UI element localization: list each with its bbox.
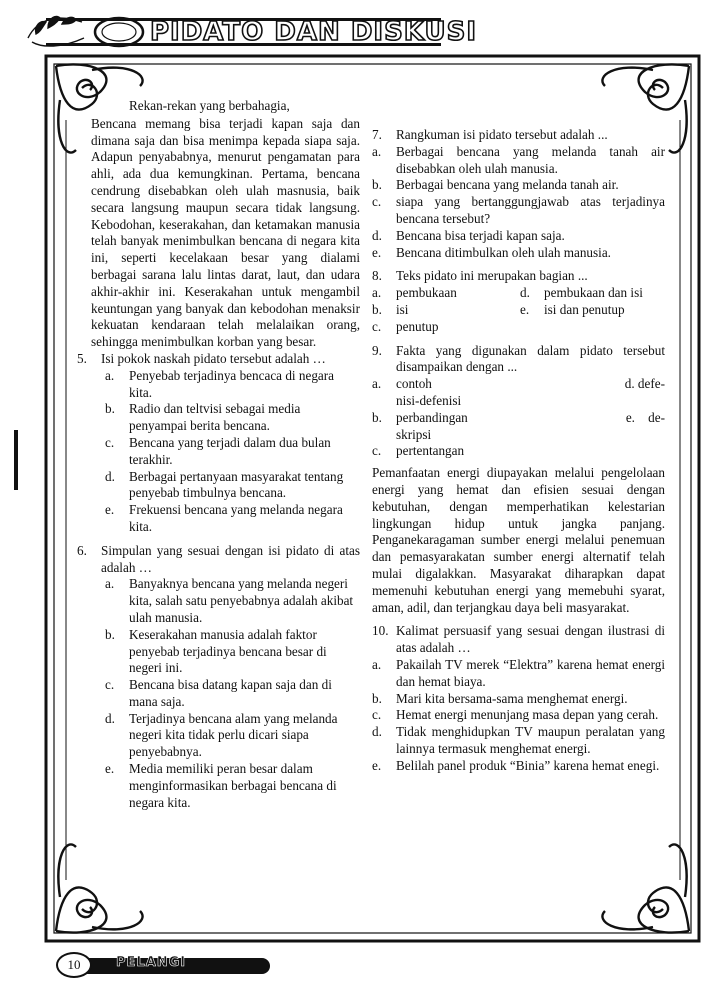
option-letter: d. (105, 710, 115, 726)
option-9d-head (625, 376, 665, 393)
option-8b (372, 302, 520, 319)
option-letter: c. (372, 318, 382, 334)
option-8a (372, 285, 520, 302)
energy-paragraph: Pemanfaatan energi diupayakan melalui pengelolaan energi yang hemat dan efisien sesuai dengan kebutuhan, dengan memperhatikan kelestarian lingkungan hidup untuk jangka panjang. Penganekaragaman sumber energi melalui penemuan dan pemasyarakatan sumber energi alternatif telah mulai digalakkan. Masyarakat diharapkan dapat memenuhi kebutuhan energi yang memebuhi syarat, aman, adil, dan terjangkau daya beli masyarakat. (372, 465, 665, 615)
option-10d (372, 724, 665, 758)
footer-brand: PELANGI (116, 955, 187, 970)
option-6a (77, 576, 360, 626)
question-7 (372, 127, 665, 144)
option-6d (77, 711, 360, 761)
option-9e-cont: skripsi (396, 426, 432, 442)
option-text: de- (648, 409, 665, 425)
option-text: isi (396, 301, 409, 317)
option-text: perbandingan (396, 409, 468, 425)
option-letter: e. (105, 502, 115, 518)
option-letter: a. (105, 367, 115, 383)
option-text: penutup (396, 318, 439, 334)
question-number: 10. (372, 623, 389, 639)
option-text: Mari kita bersama-sama menghemat energi. (396, 690, 628, 706)
option-5c (77, 435, 360, 469)
option-letter: d. (372, 227, 382, 243)
option-text: Radio dan teltvisi sebagai media penyampai berita bencana. (129, 401, 301, 434)
option-text: isi dan penutup (544, 301, 625, 317)
page-number: 10 (56, 952, 92, 978)
option-text: Media memiliki peran besar dalam menginformasikan berbagai bencana di negara kita. (129, 761, 337, 810)
option-8e (520, 302, 665, 319)
option-letter: c. (372, 194, 382, 210)
option-9c (372, 443, 665, 460)
option-text: Frekuensi bencana yang melanda negara kita. (129, 502, 343, 534)
options-8 (372, 285, 665, 335)
option-letter: b. (372, 177, 382, 193)
option-text: siapa yang bertanggungjawab atas terjadinya bencana tersebut? (396, 194, 665, 226)
option-9b-9e (372, 410, 665, 427)
option-text: Bencana ditimbulkan oleh ulah manusia. (396, 244, 611, 260)
option-letter: e. (520, 301, 530, 317)
option-text: Tidak menghidupkan TV maupun peralatan yang lainnya termasuk menghemat energi. (396, 724, 665, 756)
option-text: Berbagai bencana yang melanda tanah air disebabkan oleh ulah manusia. (396, 143, 665, 176)
question-number: 5. (77, 350, 87, 366)
right-column (372, 127, 665, 774)
option-text: pertentangan (396, 443, 465, 459)
speech-greeting: Rekan-rekan yang berbahagia, (129, 98, 290, 113)
question-5 (77, 351, 360, 368)
question-text: Isi pokok naskah pidato tersebut adalah … (101, 350, 326, 366)
option-letter: e. (372, 757, 382, 773)
option-text: Berbagai pertanyaan masyarakat tentang penyebab timbulnya bencana. (129, 468, 344, 501)
option-text: Terjadinya bencana alam yang melanda negeri kita tidak perlu dicari siapa penyebabnya. (129, 710, 338, 760)
option-letter: e. (105, 761, 115, 777)
option-7a (372, 144, 665, 178)
option-text: Hemat energi menunjang masa depan yang cerah. (396, 707, 659, 723)
option-letter: a. (105, 576, 115, 592)
option-text: Bencana bisa terjadi kapan saja. (396, 227, 565, 243)
option-letter: c. (372, 707, 382, 723)
option-5d (77, 469, 360, 503)
question-text: Teks pidato ini merupakan bagian ... (396, 268, 588, 284)
option-text: pembukaan dan isi (544, 285, 643, 301)
question-8 (372, 268, 665, 285)
option-7d (372, 228, 665, 245)
option-5b (77, 401, 360, 435)
option-letter: a. (372, 143, 382, 159)
question-text: Simpulan yang sesuai dengan isi pidato di atas adalah … (101, 542, 360, 575)
question-number: 7. (372, 127, 382, 142)
option-text: Keserakahan manusia adalah faktor penyebab terjadinya bencana besar di negeri ini. (129, 626, 327, 676)
option-8c (372, 319, 520, 336)
question-text: Rangkuman isi pidato tersebut adalah ... (396, 127, 608, 142)
option-10a (372, 657, 665, 691)
option-10e (372, 758, 665, 775)
option-7e (372, 245, 665, 262)
option-letter: c. (372, 443, 382, 459)
option-text: Bencana yang terjadi dalam dua bulan terakhir. (129, 434, 331, 467)
option-letter: d. (372, 724, 382, 740)
option-text: defe- (637, 376, 665, 392)
question-6 (77, 543, 360, 577)
option-letter: b. (105, 401, 115, 417)
option-text: Penyebab terjadinya bencaca di negara kita. (129, 367, 335, 400)
option-8d (520, 285, 665, 302)
option-letter: e. (372, 244, 382, 260)
option-6e (77, 761, 360, 811)
option-10b (372, 691, 665, 708)
page-footer (56, 952, 216, 980)
option-text: Banyaknya bencana yang melanda negeri kita, salah satu penyebabnya adalah akibat ulah manusia. (129, 576, 354, 625)
option-letter: c. (105, 677, 115, 693)
option-letter: d. (624, 376, 635, 392)
option-6c (77, 677, 360, 711)
option-10c (372, 707, 665, 724)
speech-paragraph: Bencana memang bisa terjadi kapan saja dan dimana saja dan bisa menimpa kepada siapa saja. Adapun penyababnya, menurut pengamatan para ahli, ada dua kemungkinan. Pertama, bencana cendrung disebabkan oleh ulah masnusia, baik secara langsung maupun secara tidak langsung. Kebodohan, keserakahan, dan ketamakan manusia telah banyak menimbulkan bencana di negara kita ini, seperti kecelakaan besar yang dialami berbagai sarana lalu lintas darat, laut, dan udara akhir-akhir ini. Keserakahan untuk mengambil keuntungan yang banyak dan kebodohan menaksir kekuatan kendaraan telah melalaikan orang, sehingga menimbulkan korban yang besar. (91, 115, 360, 350)
option-letter: b. (372, 409, 382, 425)
option-text: Belilah panel produk “Binia” karena hemat enegi. (396, 757, 660, 773)
question-text: Kalimat persuasif yang sesuai dengan ilustrasi di atas adalah … (396, 623, 665, 656)
option-7c (372, 194, 665, 228)
option-5a (77, 368, 360, 402)
option-text: pembukaan (396, 285, 457, 301)
option-letter: d. (105, 468, 115, 484)
question-text: Fakta yang digunakan dalam pidato tersebut disampaikan dengan ... (396, 342, 665, 375)
option-text: Pakailah TV merek “Elektra” karena hemat energi dan hemat biaya. (396, 656, 665, 689)
option-letter: b. (372, 690, 382, 706)
question-10 (372, 623, 665, 657)
option-9e-head (626, 410, 665, 427)
option-text: Bencana bisa datang kapan saja dan di mana saja. (129, 677, 332, 709)
option-text: Berbagai bencana yang melanda tanah air. (396, 177, 619, 193)
option-letter: a. (372, 376, 382, 392)
question-number: 9. (372, 342, 382, 358)
option-9d-cont: nisi-defenisi (396, 392, 462, 408)
option-5e (77, 502, 360, 536)
option-letter: e. (625, 409, 635, 425)
left-column (77, 98, 360, 811)
option-9a-9d (372, 376, 665, 393)
question-number: 8. (372, 268, 382, 284)
page-title: PIDATO DAN DISKUSI (150, 17, 478, 47)
option-letter: b. (105, 626, 115, 642)
option-letter: b. (372, 301, 382, 317)
option-letter: a. (372, 656, 382, 672)
option-letter: a. (372, 285, 382, 301)
question-9 (372, 343, 665, 377)
option-text: contoh (396, 376, 432, 392)
option-7b (372, 177, 665, 194)
question-number: 6. (77, 542, 87, 558)
page-header (0, 0, 728, 60)
option-6b (77, 627, 360, 677)
option-letter: c. (105, 434, 115, 450)
option-letter: d. (520, 285, 530, 301)
